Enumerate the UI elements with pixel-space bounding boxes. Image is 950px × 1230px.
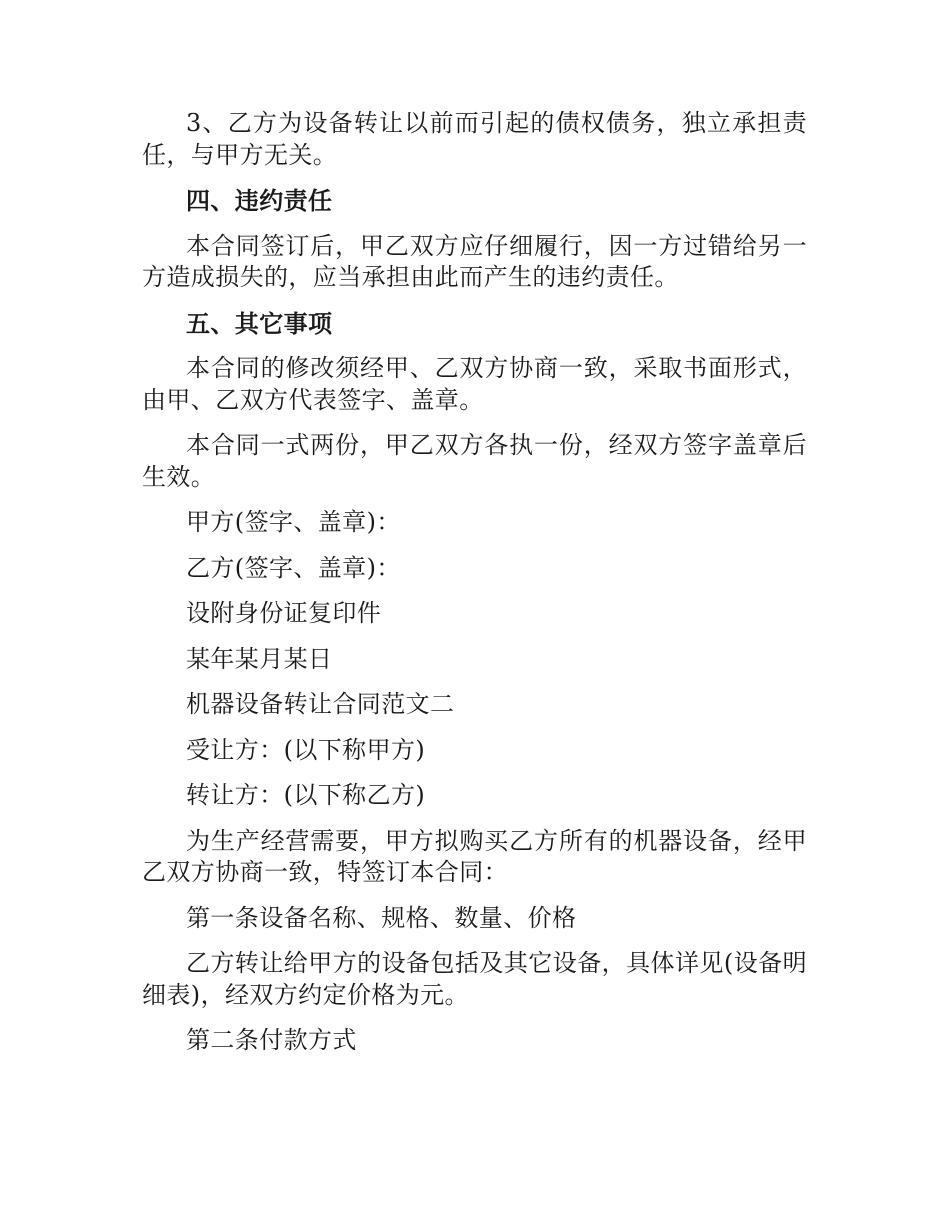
article-2-heading: 第二条付款方式 bbox=[186, 1026, 357, 1054]
transferor-line: 转让方：(以下称乙方) bbox=[186, 781, 426, 809]
section-heading-breach: 四、违约责任 bbox=[186, 186, 333, 215]
amendment-paragraph: 本合同的修改须经甲、乙双方协商一致，采取书面形式，由甲、乙双方代表签字、盖章。 bbox=[142, 354, 807, 414]
section-heading-other: 五、其它事项 bbox=[186, 308, 333, 338]
date-line: 某年某月某日 bbox=[186, 644, 333, 673]
party-a-signature-line: 甲方(签字、盖章)： bbox=[186, 508, 401, 536]
party-b-signature-line: 乙方(签字、盖章)： bbox=[186, 553, 401, 582]
article-1-heading: 第一条设备名称、规格、数量、价格 bbox=[186, 903, 577, 932]
transferee-line: 受让方：(以下称甲方) bbox=[186, 735, 426, 764]
document-page bbox=[142, 108, 807, 1071]
id-copy-attachment-line: 设附身份证复印件 bbox=[186, 599, 382, 627]
copies-paragraph: 本合同一式两份，甲乙双方各执一份，经双方签字盖章后生效。 bbox=[142, 431, 807, 491]
breach-paragraph: 本合同签订后，甲乙双方应仔细履行，因一方过错给另一方造成损失的，应当承担由此而产生的违约责任。 bbox=[142, 231, 807, 291]
article-1-paragraph: 乙方转让给甲方的设备包括及其它设备，具体详见(设备明细表)，经双方约定价格为元。 bbox=[142, 949, 807, 1009]
clause-3-liability: 3、乙方为设备转让以前而引起的债权债务，独立承担责任，与甲方无关。 bbox=[142, 109, 807, 169]
preamble-paragraph: 为生产经营需要，甲方拟购买乙方所有的机器设备，经甲乙双方协商一致，特签订本合同： bbox=[142, 826, 807, 886]
sample-two-title: 机器设备转让合同范文二 bbox=[186, 690, 455, 718]
